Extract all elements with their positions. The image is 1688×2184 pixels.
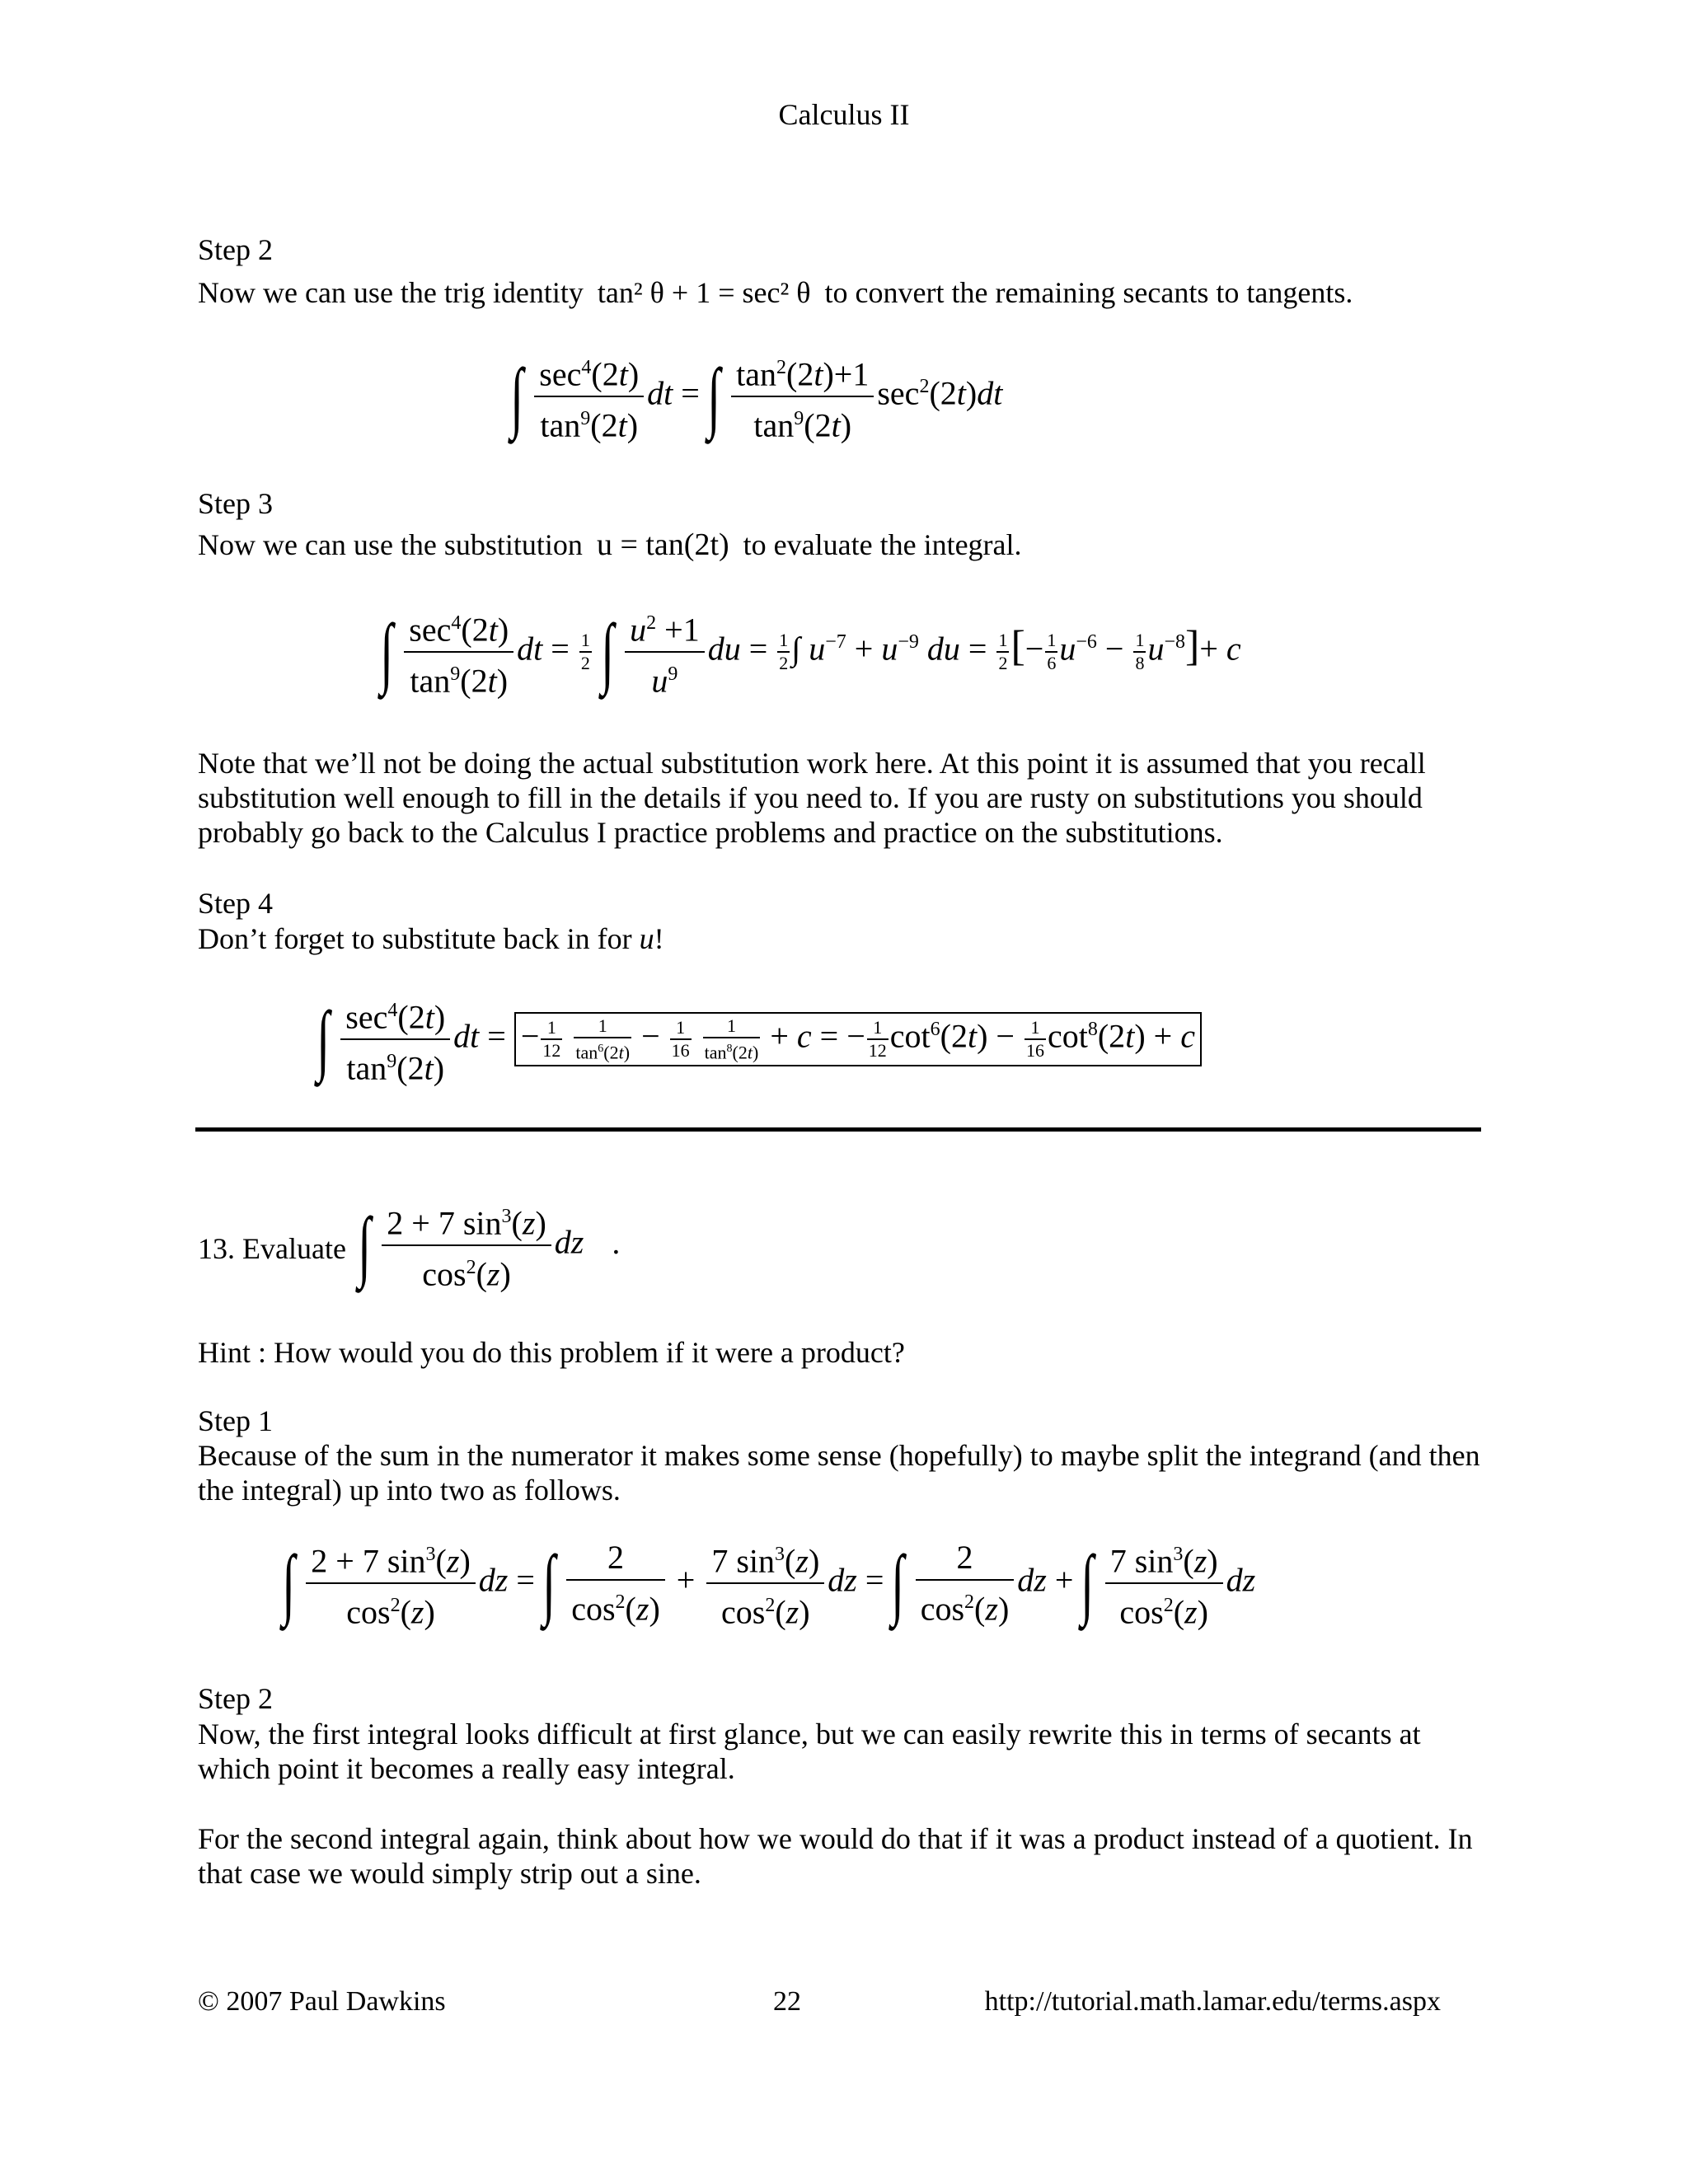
trig-identity: tan² θ + 1 = sec² θ — [597, 276, 811, 309]
problem-13-step-2-text-2: For the second integral again, think about how we would do that if it was a product instead of a quotient. In that case we would simply strip out a sine. — [198, 1822, 1473, 1890]
equation-step-3: ∫ $\frac{\sec^4(2t)}{\tan^9(2t)}$ dt = $\frac{1}{2}$ ∫ $\frac{u^2 +1}{u^9}$ du = $\frac{1}{2}$ ∫ $u^{-7} + u^{-9}$ du = $\frac{1}{2}$ [− $\frac{1}{6}$ $u^{-6}$ − $\frac{1}{8}$ $u^{-8}]+ c$ — [381, 602, 1241, 703]
step-2-text — [198, 275, 1353, 310]
footer-page-number: 22 — [773, 1986, 801, 2017]
equation-step-2: ∫ $\frac{\sec^4(2t)}{\tan^9(2t)}$ dt = ∫ $\frac{\tan^2(2t)+1}{\tan^9(2t)}$ $\sec^2(2t)dt$ — [511, 346, 1002, 448]
step-2-heading: Step 2 — [198, 233, 274, 266]
step-4-punct: ! — [654, 922, 664, 955]
final-answer-box: − $\frac{1}{12}$ $\frac{1}{\tan^6(2t)}$ − $\frac{1}{16}$ $\frac{1}{\tan^8(2t)}$ + c = − $\frac{1}{12}$ $\cot^6(2t)$ − $\frac{1}{16}$ $\cot^8(2t) + c$ — [514, 1012, 1202, 1066]
problem-13-step-1-heading: Step 1 — [198, 1404, 274, 1437]
step-2-text-after: to convert the remaining secants to tangents. — [824, 276, 1353, 309]
step-4-text-main: Don’t forget to substitute back in for — [198, 922, 632, 955]
footer-copyright: © 2007 Paul Dawkins — [198, 1986, 446, 2017]
step-4-heading: Step 4 — [198, 887, 274, 920]
step-4-variable: u — [639, 922, 654, 955]
equation-step-4: ∫ $\frac{\sec^4(2t)}{\tan^9(2t)}$ dt = − $\frac{1}{12}$ $\frac{1}{\tan^6(2t)}$ − $\frac{1}{16}$ $\frac{1}{\tan^8(2t)}$ + c = − $\frac{1}{12}$ $\cot^6(2t)$ − $\frac{1}{16}$ $\cot^8(2t) + c$ — [317, 989, 1202, 1090]
step-2-text-before: Now we can use the trig identity — [198, 276, 584, 309]
step-4-text — [198, 921, 664, 956]
problem-13-step-1-text: Because of the sum in the numerator it makes some sense (hopefully) to maybe split the integrand (and then the integral) up into two as follows. — [198, 1439, 1480, 1507]
step-3-note: Note that we’ll not be doing the actual substitution work here. At this point it is assumed that you recall substitution well enough to fill in the details if you need to. If you are rusty on substitutions you should probably go back to the Calculus I practice problems and practice on the substitutions. — [198, 747, 1426, 849]
problem-13-hint: Hint : How would you do this problem if it were a product? — [198, 1336, 905, 1369]
problem-13-label: 13. Evaluate — [198, 1232, 346, 1265]
step-3-text-before: Now we can use the substitution — [198, 528, 583, 561]
problem-13-period: . — [612, 1223, 621, 1261]
step-3-text-after: to evaluate the integral. — [743, 528, 1022, 561]
problem-13-step-2-text-1: Now, the first integral looks difficult at first glance, but we can easily rewrite this in terms of secants at which point it becomes a really easy integral. — [198, 1718, 1421, 1785]
problem-13-integral: ∫ $\frac{2 + 7 \sin^3(z)}{\cos^2(z)}$ dz . — [359, 1195, 620, 1296]
page-header-title: Calculus II — [778, 98, 910, 131]
step-3-text — [198, 527, 1022, 562]
footer-url[interactable]: http://tutorial.math.lamar.edu/terms.aspx — [984, 1986, 1441, 2017]
section-divider — [195, 1127, 1481, 1132]
step-3-heading: Step 3 — [198, 487, 274, 520]
problem-13-step-2-heading: Step 2 — [198, 1682, 274, 1715]
equation-problem-13-step-1: ∫ $\frac{2 + 7 \sin^3(z)}{\cos^2(z)}$ dz = ∫ $\frac{2}{\cos^2(z)}$ + $\frac{7 \sin^3(z)}{\cos^2(z)}$ dz = ∫ $\frac{2}{\cos^2(z)}$ dz + ∫ $\frac{7 \sin^3(z)}{\cos^2(z)}$ dz — [283, 1533, 1255, 1634]
substitution-expression: u = tan(2t) — [596, 527, 729, 562]
